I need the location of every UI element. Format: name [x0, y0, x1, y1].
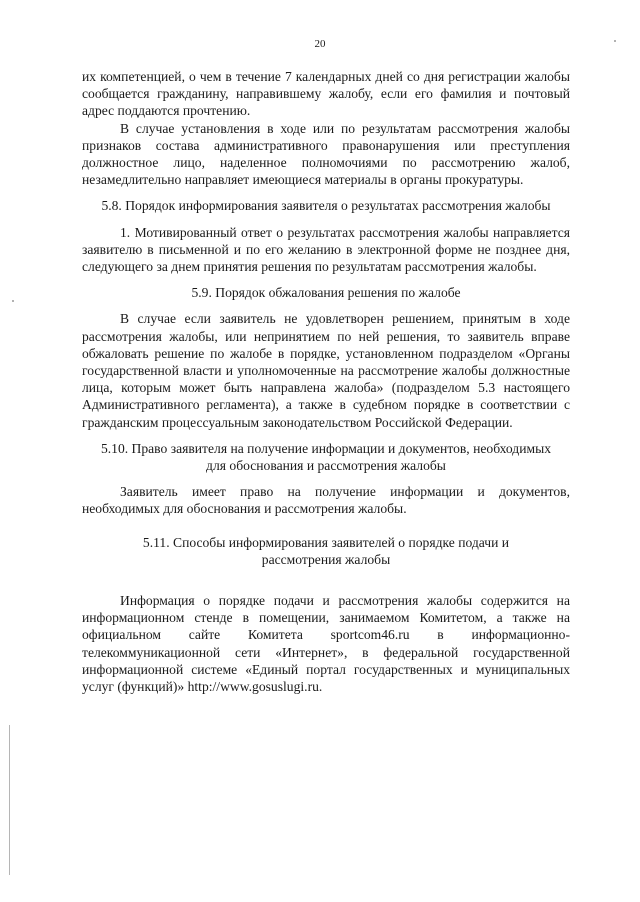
page-number: 20 — [314, 38, 326, 50]
heading-5-11-line-2: рассмотрения жалобы — [261, 551, 391, 567]
paragraph-appeal: В случае если заявитель не удовлетворен решением, принятым в ходе рассмотрения жалобы, или непринятием по ней решения, то заявитель вправе обжаловать решение по жалобе в порядке, установленном подразделом «Органы государственной власти и уполномоченные на рассмотрение жалобы должностные лица, которым может быть направлена жалоба» (подразделом 5.3 настоящего Административного регламента), а также в судебном порядке в соответствии с гражданским процессуальным законодательством Российской Федерации. — [82, 311, 570, 430]
section-heading-5-10 — [82, 440, 570, 474]
paragraph-reasoned-answer: 1. Мотивированный ответ о результатах рассмотрения жалобы направляется заявителю в письменной и по его желанию в электронной форме не позднее дня, следующего за днем принятия решения по результатам рассмотрения жалобы. — [82, 224, 570, 275]
scan-speck — [614, 40, 616, 42]
heading-5-10-line-2: для обоснования и рассмотрения жалобы — [206, 458, 446, 474]
paragraph-continuation: их компетенцией, о чем в течение 7 календарных дней со дня регистрации жалобы сообщается гражданину, направившему жалобу, если его фамилия и почтовый адрес поддаются прочтению. — [82, 69, 570, 119]
section-heading-5-8: 5.8. Порядок информирования заявителя о результатах рассмотрения жалобы — [101, 198, 551, 214]
paragraph-right-to-information: Заявитель имеет право на получение информации и документов, необходимых для обоснования и рассмотрения жалобы. — [82, 484, 570, 517]
section-heading-5-9: 5.9. Порядок обжалования решения по жалобе — [191, 285, 461, 301]
scan-margin-line — [9, 725, 10, 875]
paragraph-information-methods: Информация о порядке подачи и рассмотрения жалобы содержится на информационном стенде в помещении, занимаемом Комитетом, а также на официальном сайте Комитета sportcom46.ru в информационно-телекоммуникационной сети «Интернет», в федеральной государственной информационной системе «Единый портал государственных и муниципальных услуг (функций)» http://www.gosuslugi.ru. — [82, 593, 570, 695]
section-heading-5-11 — [82, 534, 570, 568]
heading-5-10-line-1: 5.10. Право заявителя на получение информации и документов, необходимых — [100, 440, 552, 456]
paragraph-prosecution: В случае установления в ходе или по результатам рассмотрения жалобы признаков состава административного правонарушения или преступления должностное лицо, наделенное полномочиями по рассмотрению жалоб, незамедлительно направляет имеющиеся материалы в органы прокуратуры. — [82, 120, 570, 188]
document-body — [82, 68, 570, 695]
heading-5-11-line-1: 5.11. Способы информирования заявителей о порядке подачи и — [142, 534, 510, 550]
scan-speck — [12, 300, 14, 302]
